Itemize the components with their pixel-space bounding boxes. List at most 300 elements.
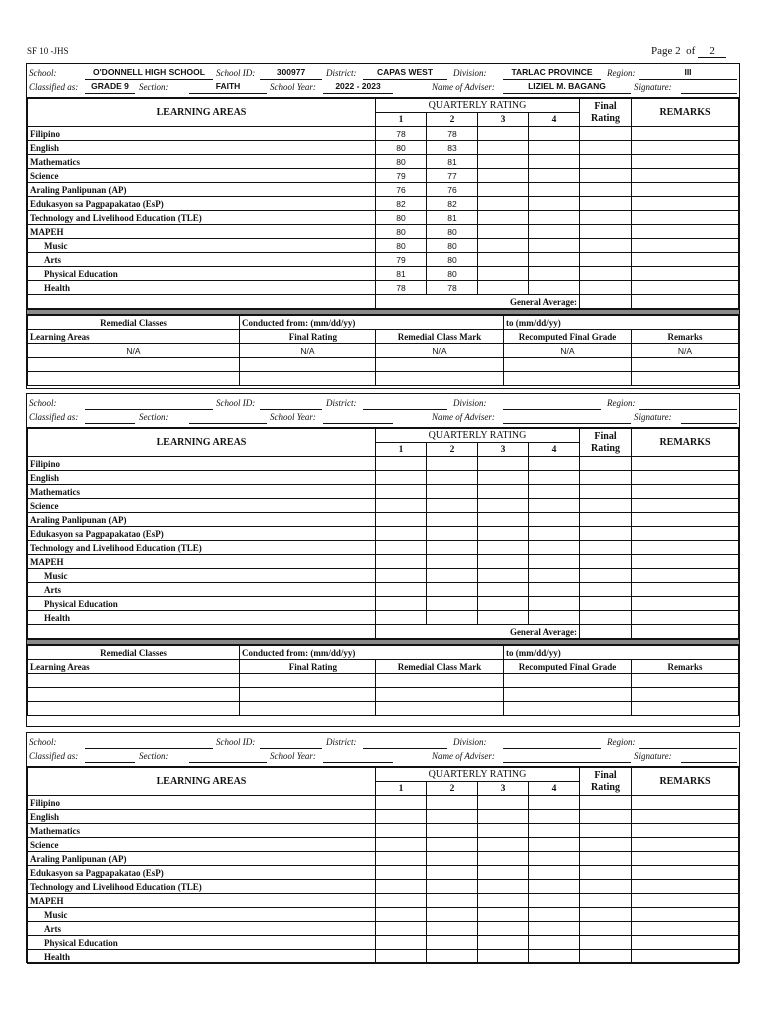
q3-grade-cell[interactable]	[478, 555, 529, 569]
remarks-cell[interactable]	[632, 513, 739, 527]
q2-grade-cell[interactable]: 80	[427, 253, 478, 267]
rem-class-mark-cell[interactable]	[376, 702, 504, 716]
classified-as-field[interactable]	[85, 749, 135, 763]
q1-grade-cell[interactable]	[376, 583, 427, 597]
rem-final-rating-cell[interactable]	[240, 674, 376, 688]
q4-grade-cell[interactable]	[529, 141, 580, 155]
q1-grade-cell[interactable]	[376, 471, 427, 485]
rem-class-mark-cell[interactable]	[376, 358, 504, 372]
final-rating-cell[interactable]	[580, 457, 632, 471]
q1-grade-cell[interactable]	[376, 880, 427, 894]
q3-grade-cell[interactable]	[478, 583, 529, 597]
final-rating-cell[interactable]	[580, 936, 632, 950]
q1-grade-cell[interactable]: 80	[376, 141, 427, 155]
rem-class-mark-cell[interactable]	[376, 688, 504, 702]
q2-grade-cell[interactable]: 83	[427, 141, 478, 155]
remarks-cell[interactable]	[632, 810, 739, 824]
q1-grade-cell[interactable]	[376, 824, 427, 838]
remarks-cell[interactable]	[632, 880, 739, 894]
scholastic-record-1	[26, 63, 740, 389]
q3-grade-cell[interactable]	[478, 922, 529, 936]
remarks-cell[interactable]	[632, 824, 739, 838]
q1-grade-cell[interactable]	[376, 569, 427, 583]
q4-grade-cell[interactable]	[529, 597, 580, 611]
q2-grade-cell[interactable]	[427, 810, 478, 824]
rem-learning-area-cell[interactable]	[28, 688, 240, 702]
q3-grade-cell[interactable]	[478, 211, 529, 225]
final-rating-cell[interactable]	[580, 922, 632, 936]
q4-grade-cell[interactable]	[529, 880, 580, 894]
division-field[interactable]	[503, 735, 601, 749]
q3-grade-cell[interactable]	[478, 894, 529, 908]
final-rating-cell[interactable]	[580, 541, 632, 555]
division-field[interactable]	[503, 396, 601, 410]
final-rating-cell[interactable]	[580, 471, 632, 485]
q4-grade-cell[interactable]	[529, 155, 580, 169]
signature-label: Signature:	[634, 751, 672, 761]
q2-grade-cell[interactable]	[427, 866, 478, 880]
final-rating-cell[interactable]	[580, 127, 632, 141]
remarks-cell[interactable]	[632, 183, 739, 197]
district-field[interactable]	[363, 396, 447, 410]
q4-grade-cell[interactable]	[529, 555, 580, 569]
q3-grade-cell[interactable]	[478, 936, 529, 950]
region-field[interactable]	[639, 396, 737, 410]
rem-learning-area-cell[interactable]	[28, 702, 240, 716]
q4-grade-cell[interactable]	[529, 922, 580, 936]
q3-grade-cell[interactable]	[478, 457, 529, 471]
q4-grade-cell[interactable]	[529, 211, 580, 225]
school-id-label: School ID:	[216, 398, 256, 408]
q3-grade-cell[interactable]	[478, 499, 529, 513]
q4-grade-cell[interactable]	[529, 866, 580, 880]
remarks-header: REMARKS	[632, 99, 739, 127]
q4-grade-cell[interactable]	[529, 527, 580, 541]
rem-recomputed-cell[interactable]	[504, 358, 632, 372]
remarks-cell[interactable]	[632, 852, 739, 866]
q3-grade-cell[interactable]	[478, 950, 529, 964]
q2-grade-cell[interactable]	[427, 908, 478, 922]
general-average-cell[interactable]	[580, 295, 632, 309]
rem-class-mark-cell[interactable]: N/A	[376, 344, 504, 358]
q4-grade-cell[interactable]	[529, 169, 580, 183]
final-rating-cell[interactable]	[580, 852, 632, 866]
q1-grade-cell[interactable]	[376, 908, 427, 922]
final-rating-cell[interactable]	[580, 513, 632, 527]
final-rating-cell[interactable]	[580, 485, 632, 499]
form-code: SF 10 -JHS	[27, 46, 69, 56]
rem-recomputed-cell[interactable]	[504, 674, 632, 688]
rem-remarks-cell[interactable]	[632, 358, 739, 372]
q1-grade-cell[interactable]: 76	[376, 183, 427, 197]
q4-grade-cell[interactable]	[529, 583, 580, 597]
region-label: Region:	[607, 398, 636, 408]
q1-grade-cell[interactable]: 79	[376, 253, 427, 267]
school-id-field[interactable]	[260, 396, 322, 410]
q2-grade-cell[interactable]: 76	[427, 183, 478, 197]
rem-final-rating-cell[interactable]	[240, 372, 376, 386]
remarks-cell[interactable]	[632, 485, 739, 499]
final-rating-cell[interactable]	[580, 796, 632, 810]
final-rating-cell[interactable]	[580, 197, 632, 211]
q3-grade-cell[interactable]	[478, 611, 529, 625]
classified-as-field[interactable]	[85, 410, 135, 424]
q3-grade-cell[interactable]	[478, 824, 529, 838]
school-year-field[interactable]	[323, 410, 393, 424]
q4-grade-cell[interactable]	[529, 253, 580, 267]
q3-grade-cell[interactable]	[478, 253, 529, 267]
q1-grade-cell[interactable]	[376, 796, 427, 810]
final-rating-cell[interactable]	[580, 155, 632, 169]
q2-grade-cell[interactable]: 81	[427, 155, 478, 169]
signature-field[interactable]	[681, 749, 737, 763]
q1-grade-cell[interactable]	[376, 457, 427, 471]
q4-grade-cell[interactable]	[529, 796, 580, 810]
q3-grade-cell[interactable]	[478, 155, 529, 169]
remarks-cell[interactable]	[632, 267, 739, 281]
q1-grade-cell[interactable]	[376, 499, 427, 513]
school-name-field[interactable]: O'DONNELL HIGH SCHOOL	[85, 66, 213, 80]
remarks-cell[interactable]	[632, 838, 739, 852]
section-field[interactable]	[189, 749, 267, 763]
q2-grade-cell[interactable]	[427, 457, 478, 471]
q4-grade-cell[interactable]	[529, 824, 580, 838]
remarks-cell[interactable]	[632, 541, 739, 555]
q2-grade-cell[interactable]	[427, 894, 478, 908]
q3-grade-cell[interactable]	[478, 485, 529, 499]
rem-learning-area-cell[interactable]	[28, 674, 240, 688]
q4-grade-cell[interactable]	[529, 569, 580, 583]
subject-name: Araling Panlipunan (AP)	[28, 852, 376, 866]
school-id-field[interactable]: 300977	[260, 66, 322, 80]
q1-grade-cell[interactable]: 80	[376, 225, 427, 239]
signature-field[interactable]	[681, 80, 737, 94]
remarks-cell[interactable]	[632, 922, 739, 936]
q2-grade-cell[interactable]	[427, 527, 478, 541]
subject-name: Mathematics	[28, 824, 376, 838]
q4-grade-cell[interactable]	[529, 281, 580, 295]
final-rating-cell[interactable]	[580, 499, 632, 513]
rem-final-rating-cell[interactable]	[240, 688, 376, 702]
q4-grade-cell[interactable]	[529, 183, 580, 197]
district-field[interactable]	[363, 735, 447, 749]
remarks-cell[interactable]	[632, 866, 739, 880]
rem-recomputed-cell[interactable]	[504, 372, 632, 386]
final-rating-cell[interactable]	[580, 169, 632, 183]
region-field[interactable]: III	[639, 66, 737, 80]
final-rating-cell[interactable]	[580, 239, 632, 253]
q2-grade-cell[interactable]	[427, 485, 478, 499]
general-average-cell[interactable]	[580, 625, 632, 639]
q1-grade-cell[interactable]	[376, 852, 427, 866]
remarks-cell[interactable]	[632, 936, 739, 950]
remarks-cell[interactable]	[632, 239, 739, 253]
q4-grade-cell[interactable]	[529, 852, 580, 866]
remarks-cell[interactable]	[632, 211, 739, 225]
q1-grade-cell[interactable]	[376, 838, 427, 852]
remarks-cell[interactable]	[632, 197, 739, 211]
q3-grade-cell[interactable]	[478, 838, 529, 852]
q3-grade-cell[interactable]	[478, 127, 529, 141]
q1-grade-cell[interactable]: 78	[376, 281, 427, 295]
q1-grade-cell[interactable]	[376, 922, 427, 936]
final-rating-cell[interactable]	[580, 894, 632, 908]
section-field[interactable]	[189, 410, 267, 424]
final-rating-cell[interactable]	[580, 866, 632, 880]
final-rating-cell[interactable]	[580, 569, 632, 583]
rem-learning-area-cell[interactable]: N/A	[28, 344, 240, 358]
q3-grade-cell[interactable]	[478, 239, 529, 253]
rem-class-mark-cell[interactable]	[376, 372, 504, 386]
q2-grade-cell[interactable]	[427, 555, 478, 569]
q1-grade-cell[interactable]	[376, 866, 427, 880]
region-field[interactable]	[639, 735, 737, 749]
final-rating-cell[interactable]	[580, 183, 632, 197]
q2-grade-cell[interactable]: 82	[427, 197, 478, 211]
q2-grade-cell[interactable]	[427, 541, 478, 555]
final-rating-cell[interactable]	[580, 880, 632, 894]
q1-grade-cell[interactable]	[376, 611, 427, 625]
general-average-remarks[interactable]	[632, 625, 739, 639]
q2-grade-cell[interactable]: 80	[427, 225, 478, 239]
q2-grade-cell[interactable]	[427, 852, 478, 866]
final-rating-cell[interactable]	[580, 211, 632, 225]
remarks-cell[interactable]	[632, 950, 739, 964]
final-rating-cell[interactable]	[580, 583, 632, 597]
q3-grade-cell[interactable]	[478, 267, 529, 281]
q4-grade-cell[interactable]	[529, 950, 580, 964]
rem-remarks-cell[interactable]	[632, 674, 739, 688]
general-average-remarks[interactable]	[632, 295, 739, 309]
q2-grade-cell[interactable]	[427, 569, 478, 583]
rem-remarks-cell[interactable]	[632, 372, 739, 386]
q4-grade-cell[interactable]	[529, 541, 580, 555]
q1-grade-cell[interactable]	[376, 810, 427, 824]
remarks-cell[interactable]	[632, 471, 739, 485]
subject-name: Arts	[28, 253, 376, 267]
q3-grade-cell[interactable]	[478, 169, 529, 183]
q3-grade-cell[interactable]	[478, 513, 529, 527]
q1-grade-cell[interactable]: 80	[376, 211, 427, 225]
subject-row	[28, 527, 739, 541]
remarks-cell[interactable]	[632, 894, 739, 908]
subject-row	[28, 810, 739, 824]
q2-grade-cell[interactable]: 78	[427, 281, 478, 295]
q4-grade-cell[interactable]	[529, 127, 580, 141]
q2-grade-cell[interactable]	[427, 611, 478, 625]
rem-recomputed-cell[interactable]	[504, 688, 632, 702]
remarks-cell[interactable]	[632, 527, 739, 541]
q1-grade-cell[interactable]	[376, 936, 427, 950]
q2-grade-cell[interactable]	[427, 838, 478, 852]
remarks-cell[interactable]	[632, 253, 739, 267]
q2-grade-cell[interactable]: 77	[427, 169, 478, 183]
rem-final-rating-cell[interactable]	[240, 702, 376, 716]
q1-grade-cell[interactable]: 80	[376, 239, 427, 253]
q3-grade-cell[interactable]	[478, 810, 529, 824]
page-label: Page	[651, 45, 673, 57]
q1-grade-cell[interactable]: 80	[376, 155, 427, 169]
quarter-2-header: 2	[427, 782, 478, 796]
final-rating-cell[interactable]	[580, 597, 632, 611]
q1-grade-cell[interactable]	[376, 894, 427, 908]
division-field[interactable]: TARLAC PROVINCE	[503, 66, 601, 80]
q1-grade-cell[interactable]: 78	[376, 127, 427, 141]
adviser-field[interactable]: LIZIEL M. BAGANG	[503, 80, 631, 94]
adviser-field[interactable]	[503, 749, 631, 763]
final-rating-cell[interactable]	[580, 810, 632, 824]
rem-final-rating-header: Final Rating	[240, 330, 376, 344]
q2-grade-cell[interactable]: 81	[427, 211, 478, 225]
rem-final-rating-cell[interactable]	[240, 358, 376, 372]
q4-grade-cell[interactable]	[529, 513, 580, 527]
remarks-cell[interactable]	[632, 281, 739, 295]
q2-grade-cell[interactable]: 78	[427, 127, 478, 141]
q1-grade-cell[interactable]	[376, 485, 427, 499]
final-rating-cell[interactable]	[580, 267, 632, 281]
remarks-cell[interactable]	[632, 583, 739, 597]
q3-grade-cell[interactable]	[478, 281, 529, 295]
q3-grade-cell[interactable]	[478, 225, 529, 239]
q4-grade-cell[interactable]	[529, 894, 580, 908]
adviser-field[interactable]	[503, 410, 631, 424]
final-rating-cell[interactable]	[580, 141, 632, 155]
rem-class-mark-cell[interactable]	[376, 674, 504, 688]
subject-name: Edukasyon sa Pagpapakatao (EsP)	[28, 527, 376, 541]
remarks-cell[interactable]	[632, 796, 739, 810]
remarks-cell[interactable]	[632, 155, 739, 169]
q1-grade-cell[interactable]	[376, 527, 427, 541]
q1-grade-cell[interactable]: 79	[376, 169, 427, 183]
q2-grade-cell[interactable]	[427, 513, 478, 527]
q2-grade-cell[interactable]	[427, 583, 478, 597]
q1-grade-cell[interactable]	[376, 597, 427, 611]
q1-grade-cell[interactable]	[376, 950, 427, 964]
q4-grade-cell[interactable]	[529, 457, 580, 471]
q3-grade-cell[interactable]	[478, 908, 529, 922]
q2-grade-cell[interactable]	[427, 922, 478, 936]
final-rating-cell[interactable]	[580, 611, 632, 625]
remarks-cell[interactable]	[632, 555, 739, 569]
q4-grade-cell[interactable]	[529, 471, 580, 485]
rem-learning-area-cell[interactable]	[28, 358, 240, 372]
final-rating-cell[interactable]	[580, 281, 632, 295]
remarks-cell[interactable]	[632, 169, 739, 183]
q4-grade-cell[interactable]	[529, 197, 580, 211]
q3-grade-cell[interactable]	[478, 852, 529, 866]
q2-grade-cell[interactable]	[427, 936, 478, 950]
q3-grade-cell[interactable]	[478, 471, 529, 485]
q4-grade-cell[interactable]	[529, 611, 580, 625]
district-field[interactable]: CAPAS WEST	[363, 66, 447, 80]
rem-remarks-cell[interactable]	[632, 688, 739, 702]
rem-final-rating-cell[interactable]: N/A	[240, 344, 376, 358]
q1-grade-cell[interactable]	[376, 541, 427, 555]
final-rating-cell[interactable]	[580, 225, 632, 239]
rem-remarks-cell[interactable]	[632, 702, 739, 716]
q2-grade-cell[interactable]	[427, 880, 478, 894]
q2-grade-cell[interactable]: 80	[427, 267, 478, 281]
classified-as-field[interactable]: GRADE 9	[85, 80, 135, 94]
remarks-cell[interactable]	[632, 569, 739, 583]
final-rating-cell[interactable]	[580, 555, 632, 569]
school-id-field[interactable]	[260, 735, 322, 749]
remarks-cell[interactable]	[632, 597, 739, 611]
school-name-field[interactable]	[85, 735, 213, 749]
final-rating-cell[interactable]	[580, 838, 632, 852]
q3-grade-cell[interactable]	[478, 183, 529, 197]
q4-grade-cell[interactable]	[529, 838, 580, 852]
q3-grade-cell[interactable]	[478, 597, 529, 611]
subject-name: Edukasyon sa Pagpapakatao (EsP)	[28, 866, 376, 880]
remarks-cell[interactable]	[632, 141, 739, 155]
q4-grade-cell[interactable]	[529, 239, 580, 253]
q1-grade-cell[interactable]	[376, 513, 427, 527]
school-name-field[interactable]	[85, 396, 213, 410]
remarks-cell[interactable]	[632, 457, 739, 471]
remarks-cell[interactable]	[632, 127, 739, 141]
remarks-cell[interactable]	[632, 499, 739, 513]
q3-grade-cell[interactable]	[478, 527, 529, 541]
q3-grade-cell[interactable]	[478, 796, 529, 810]
rem-remarks-cell[interactable]: N/A	[632, 344, 739, 358]
rem-recomputed-cell[interactable]	[504, 702, 632, 716]
school-id-label: School ID:	[216, 68, 256, 78]
q2-grade-cell[interactable]	[427, 471, 478, 485]
q4-grade-cell[interactable]	[529, 936, 580, 950]
q4-grade-cell[interactable]	[529, 810, 580, 824]
final-rating-cell[interactable]	[580, 527, 632, 541]
school-year-field[interactable]	[323, 749, 393, 763]
remarks-cell[interactable]	[632, 908, 739, 922]
q3-grade-cell[interactable]	[478, 141, 529, 155]
q1-grade-cell[interactable]	[376, 555, 427, 569]
signature-field[interactable]	[681, 410, 737, 424]
q2-grade-cell[interactable]	[427, 597, 478, 611]
q2-grade-cell[interactable]	[427, 796, 478, 810]
q1-grade-cell[interactable]: 82	[376, 197, 427, 211]
q3-grade-cell[interactable]	[478, 569, 529, 583]
q2-grade-cell[interactable]	[427, 824, 478, 838]
q2-grade-cell[interactable]	[427, 499, 478, 513]
rem-recomputed-cell[interactable]: N/A	[504, 344, 632, 358]
final-rating-cell[interactable]	[580, 908, 632, 922]
q2-grade-cell[interactable]	[427, 950, 478, 964]
final-rating-cell[interactable]	[580, 950, 632, 964]
section-field[interactable]: FAITH	[189, 80, 267, 94]
remedial-table	[27, 315, 739, 386]
q2-grade-cell[interactable]: 80	[427, 239, 478, 253]
q1-grade-cell[interactable]: 81	[376, 267, 427, 281]
q4-grade-cell[interactable]	[529, 485, 580, 499]
rem-learning-area-cell[interactable]	[28, 372, 240, 386]
q4-grade-cell[interactable]	[529, 267, 580, 281]
q3-grade-cell[interactable]	[478, 866, 529, 880]
remedial-row	[28, 702, 739, 716]
school-year-field[interactable]: 2022 - 2023	[323, 80, 393, 94]
q4-grade-cell[interactable]	[529, 908, 580, 922]
q4-grade-cell[interactable]	[529, 499, 580, 513]
q3-grade-cell[interactable]	[478, 880, 529, 894]
remarks-cell[interactable]	[632, 611, 739, 625]
remarks-cell[interactable]	[632, 225, 739, 239]
q3-grade-cell[interactable]	[478, 541, 529, 555]
q4-grade-cell[interactable]	[529, 225, 580, 239]
final-rating-cell[interactable]	[580, 824, 632, 838]
q3-grade-cell[interactable]	[478, 197, 529, 211]
subject-name: Edukasyon sa Pagpapakatao (EsP)	[28, 197, 376, 211]
final-rating-cell[interactable]	[580, 253, 632, 267]
